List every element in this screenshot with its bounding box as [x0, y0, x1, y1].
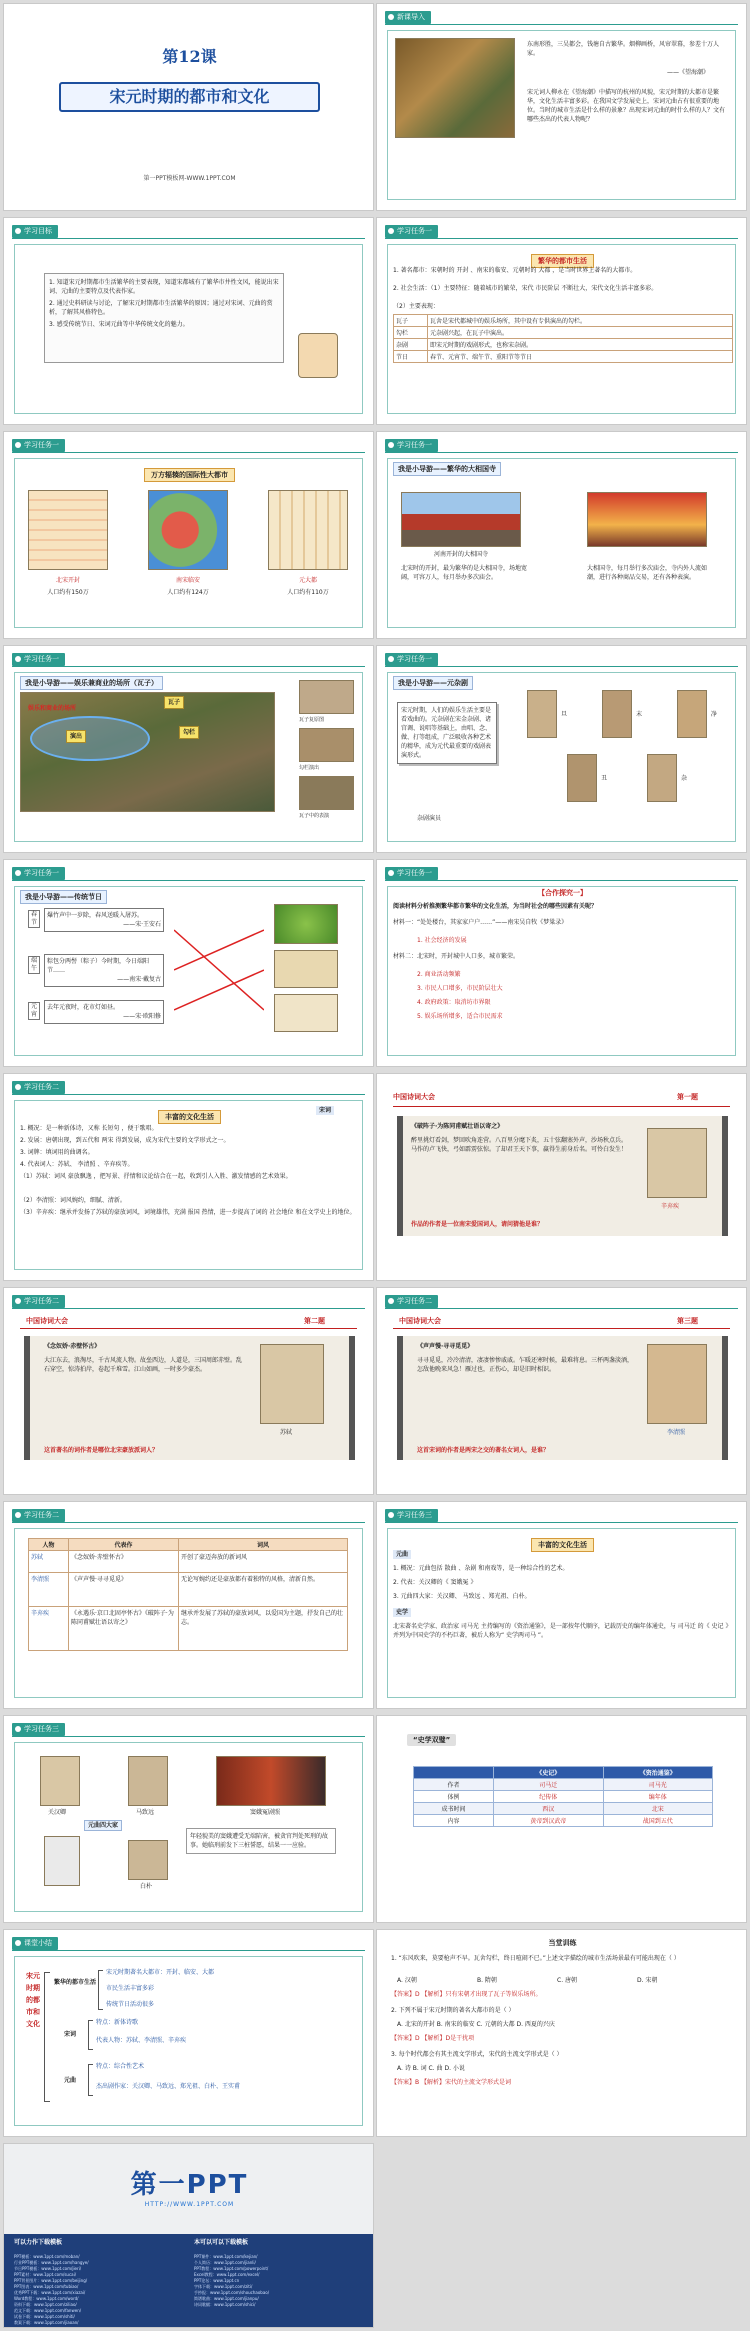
table-row: 作者 司马迁 司马光 [414, 1779, 713, 1791]
slide-19 [3, 1929, 374, 2137]
thumb-caption: 瓦子复原图 [299, 717, 325, 723]
answer-2: 2. 商业活动频繁 [417, 971, 461, 978]
footer-link[interactable]: 简谱歌曲：www.1ppt.com/jianpu/ [194, 2296, 259, 2301]
answer-1: 1. 社会经济的发展 [417, 937, 467, 944]
slide-title: 宋元时期的都市和文化 [109, 87, 270, 106]
caption: 关汉卿 [48, 1809, 67, 1816]
content-line: 2. 发展：唐朝出现，到五代和 两宋 得到发展，成为宋代主要的文学形式之一。 [20, 1137, 230, 1144]
label-goulan: 勾栏 [179, 726, 199, 739]
photo-caption: 河南开封的大相国寺 [433, 551, 488, 558]
content-line: 1. 概况：是一种新体诗，又称 长短句 ，便于歌唱。 [20, 1125, 158, 1132]
thumb-caption: 勾栏演出 [299, 765, 320, 771]
question-1: 1. “东风吹来，莫要枪声不早。瓦舍勾栏，终日喧闹不已。”上述文字描绘的城市生活场景最有可能出现在（ ） [391, 1955, 680, 1962]
highlight-oval [30, 716, 150, 761]
goal-item: 1. 知道宋元时期都市生活繁华的主要表现，知道宋都城有了繁华市井性文风，能说出宋词、元曲的主要特点及代表作家。 [49, 279, 279, 295]
footer-title-left: 可以力作下载模板 [14, 2239, 63, 2246]
temple-photo [401, 492, 521, 547]
actor-figure [677, 690, 707, 738]
footer-links-right [194, 2254, 364, 2308]
footer-link[interactable]: 范文下载：www.1ppt.com/fanwen/ [14, 2308, 82, 2313]
role-label: 丑 [601, 775, 608, 782]
option: B. 隋朝 [477, 1977, 497, 1984]
exercise-title: 当堂训练 [548, 1939, 577, 1947]
footer-link[interactable]: 手抄报：www.1ppt.com/shouchaobao/ [194, 2290, 270, 2295]
actor-figure [527, 690, 557, 738]
content-line: 2. 代表：关汉卿的《 窦娥冤 》 [393, 1579, 477, 1586]
role-label: 末 [636, 711, 643, 718]
tag-yuanqu: 元曲 [393, 1550, 411, 1559]
zaju-caption: 杂剧演员 [417, 815, 442, 822]
topic-tag: 宋词 [316, 1106, 334, 1115]
table-row: 内容 黄帝到汉武帝 战国到五代 [414, 1815, 713, 1827]
festival-tag: 元宵 [28, 1002, 40, 1020]
section-header: 学习任务一 [385, 439, 438, 452]
drama-photo [216, 1756, 326, 1806]
content-line: （1）苏轼：词风 豪放飘逸 ，把写景、抒情和议论结合在一起，收到引人入胜、激发情感的艺术效果。 [20, 1173, 292, 1180]
branch-3-item: 杰出剧作家：关汉卿、马致远、郑光祖、白朴、王实甫 [96, 2083, 241, 2090]
footer-link[interactable]: PPT模板：www.1ppt.com/moban/ [14, 2254, 80, 2259]
footer-link[interactable]: Word教程：www.1ppt.com/word/ [14, 2296, 79, 2301]
thumb-2 [299, 728, 354, 762]
footer-link[interactable]: 优秀PPT下载：www.1ppt.com/xiazai/ [14, 2290, 86, 2295]
slide-8 [376, 645, 747, 853]
portrait-ma [128, 1756, 168, 1806]
question-2: 2. 下列不属于宋元时期的著名大都市的是（ ） [391, 2007, 515, 2014]
brace [44, 1972, 50, 2102]
tag-shixue: 史学 [393, 1608, 411, 1617]
slide-9 [3, 859, 374, 1067]
brace [88, 2064, 93, 2096]
brace [98, 1970, 103, 2010]
portrait-bai [128, 1840, 168, 1880]
section-header: 学习任务三 [385, 1509, 438, 1522]
painting-image [395, 38, 515, 138]
label-four-masters: 元曲四大家 [84, 1820, 122, 1831]
left-text: 北宋时的开封，最为繁华的是大相国寺，场地宽阔，可容万人，每月举办多次庙会。 [401, 565, 528, 581]
section-header: 学习任务一 [12, 653, 65, 666]
table-title: “史学双璧” [407, 1734, 456, 1746]
table-row: 瓦子 瓦舍是宋代都城中的娱乐场所，其中设有专供演出的勾栏。 [394, 315, 733, 327]
footer-title-right: 本可以可以下载模板 [194, 2239, 249, 2246]
branch-1-item: 市民生活丰富多彩 [106, 1985, 155, 1992]
map-kaifeng [28, 490, 108, 570]
content-line: 北宋著名史学家、政治家 司马光 主持编写的《资治通鉴》，是一部按年代顺序，记载历史的编年体通史，与 司马迁 的《 史记 》并列为中国史学的不朽巨著，被后人称为“ 史学两司马 ”。 [393, 1623, 732, 1639]
footer-link[interactable]: Excel教程：www.1ppt.com/excel/ [194, 2272, 260, 2277]
festival-poem: 粽包分两髻（粽子）今时期，今日端阳节…… ——南宋·戴复古 [44, 954, 164, 987]
content-line: 1. 著名都市：宋朝时的 开封 、南宋的临安、元朝时的 大都 ，是当时世界上著名的大都市。 [393, 267, 637, 274]
label-performance: 演出 [66, 730, 86, 743]
label-venue: 娱乐和商业的场所 [28, 705, 77, 712]
city-population: 人口约有110万 [287, 589, 329, 596]
table-row: 体例 纪传体 编年体 [414, 1791, 713, 1803]
answer-3: 【答案】B 【解析】宋代的主流文学形式是词 [391, 2079, 512, 2086]
content-line: 2. 社会生活：（1）主要特征：随着城市的繁荣，宋代 市民阶层 不断壮大，宋代文化生活丰富多彩。 [393, 285, 658, 292]
content-line: （2）主要表现： [393, 303, 439, 310]
slide-5 [3, 431, 374, 639]
goals-box [44, 273, 284, 363]
section-header: 学习任务一 [12, 867, 65, 880]
actor-figure [647, 754, 677, 802]
section-header: 新课导入 [385, 11, 431, 24]
table-header: 人物 代表作 词风 [29, 1539, 348, 1551]
material-2: 材料二：北宋时，开封城中人口多，城市繁荣。 [393, 953, 520, 960]
goal-item: 2. 通过史料研读与讨论，了解宋元时期都市生活繁华的原因；通过对宋词、元曲的赏析，了解其风格特色。 [49, 300, 273, 316]
festival-tag: 春节 [28, 910, 40, 928]
topic-title: 丰富的文化生活 [531, 1538, 594, 1552]
city-name: 南宋临安 [175, 577, 200, 584]
story-text: 年轻貌美的窦娥遭受无端陷害，被贪官判处死刑的故事。她临刑前发下三桩誓愿，结果一一应验。 [186, 1828, 336, 1854]
slide-20 [376, 1929, 747, 2137]
brand-logo: 第一PPT [130, 2170, 249, 2200]
footer-link[interactable]: 教案下载：www.1ppt.com/jiaoan/ [14, 2320, 79, 2325]
content-line: 4. 代表词人：苏轼、 李清照 、辛弃疾等。 [20, 1161, 134, 1168]
footer-links-left [14, 2254, 184, 2326]
quiz-header: 中国诗词大会 [393, 1093, 435, 1101]
portrait [647, 1128, 707, 1198]
map-dadu [268, 490, 348, 570]
branch-2-item: 特点：新体诗歌 [96, 2019, 139, 2026]
quiz-question: 作品的作者是一位南宋爱国词人，请问猜他是谁？ [411, 1221, 544, 1228]
question: 阅读材料分析推测繁华都市繁华的文化生活，为当时社会的哪些因素有关呢？ [393, 903, 598, 910]
brace [88, 2020, 93, 2050]
goal-item: 3. 感受传统节日、宋词元曲等中华传统文化的魅力。 [49, 321, 189, 328]
table-row: 辛弃疾 《永遇乐·京口北固亭怀古》《破阵子·为陈同甫赋壮语以寄之》 继承并发展了苏轼的豪放词风，以爱国为主题，抒发自己的壮志。 [29, 1607, 348, 1651]
content-line: （3）辛弃疾：继承并发扬了苏轼的豪放词风，词境雄伟，充满 报国 热情，进一步提高了词的 社会地位 和在文学史上的地位。 [20, 1209, 356, 1216]
answer-1: 【答案】D 【解析】只有宋朝才出现了瓦子等娱乐场所。 [391, 1991, 542, 1998]
topic-title: 【合作探究一】 [538, 889, 587, 897]
answer-5: 5. 娱乐场所增多，适合市民需求 [417, 1013, 503, 1020]
slide-18 [376, 1715, 747, 1923]
slide-13 [3, 1287, 374, 1495]
students-illustration [298, 333, 338, 378]
quiz-question: 这首宋词的作者是两宋之交的著名女词人，是谁？ [417, 1447, 550, 1454]
quiz-number: 第三题 [677, 1317, 698, 1325]
options-2: A. 北宋的开封 B. 南宋的临安 C. 元朝的大都 D. 西夏的兴庆 [397, 2021, 555, 2028]
slide-1 [3, 3, 374, 211]
section-header: 学习任务一 [385, 225, 438, 238]
branch-1-item: 传统节日活动很多 [106, 2001, 155, 2008]
quiz-number: 第一题 [677, 1093, 698, 1101]
title-banner [59, 82, 320, 112]
poem-title: 《念奴娇·赤壁怀古》 [44, 1343, 101, 1350]
fair-photo [587, 492, 707, 547]
portrait [647, 1344, 707, 1424]
section-header: 学习任务二 [12, 1295, 65, 1308]
right-text: 大相国寺，每月举行多次庙会，寺内外人流如潮，进行各种商品交易，还有各种表演。 [587, 565, 708, 581]
footer-link[interactable]: PPT教程：www.1ppt.com/powerpoint/ [194, 2266, 269, 2271]
section-header: 学习任务二 [385, 1295, 438, 1308]
thumb-caption: 瓦子中的表演 [299, 813, 330, 819]
quiz-question: 这首著名的词作者是哪位北宋豪放派词人？ [44, 1447, 159, 1454]
footer-link[interactable]: 诗词歌赋：www.1ppt.com/shici/ [194, 2302, 256, 2307]
thumb-3 [299, 776, 354, 810]
footer-link[interactable]: PPT论坛：www.1ppt.cn [194, 2278, 240, 2283]
slide-7 [3, 645, 374, 853]
slide-2 [376, 3, 747, 211]
portrait-guan [40, 1756, 80, 1806]
poem-title: 《声声慢·寻寻觅觅》 [417, 1343, 474, 1350]
slide-12 [376, 1073, 747, 1281]
footer-link[interactable]: 个人简历：www.1ppt.com/jianli/ [194, 2260, 256, 2265]
caption: 马致远 [136, 1809, 155, 1816]
role-label: 杂 [681, 775, 688, 782]
section-header: 学习任务一 [385, 867, 438, 880]
section-header: 学习任务二 [12, 1081, 65, 1094]
portrait-figure [44, 1836, 80, 1886]
table-header: 《史记》 《资治通鉴》 [414, 1767, 713, 1779]
option: A. 汉朝 [397, 1977, 417, 1984]
quiz-line [20, 1328, 357, 1329]
branch-2: 宋词 [64, 2031, 77, 2038]
table-row: 杂剧 即宋元时期的戏剧形式，也称宋杂剧。 [394, 339, 733, 351]
portrait-name: 辛弃疾 [661, 1203, 680, 1210]
poem-text: 东南形胜，三吴都会，钱塘自古繁华。烟柳画桥，风帘翠幕，参差十万人家。 [527, 41, 720, 57]
poem-source: ——《望海潮》 [667, 69, 710, 76]
firecracker-image [274, 994, 338, 1032]
option: D. 宋朝 [637, 1977, 658, 1984]
table-row: 成书时间 西汉 北宋 [414, 1803, 713, 1815]
portrait [260, 1344, 324, 1424]
empty-cell [376, 2143, 747, 2328]
slide-3 [3, 217, 374, 425]
question-3: 3. 每个时代都会有其主流文学形式，宋代的主流文学形式是（ ） [391, 2051, 563, 2058]
quiz-number: 第二题 [304, 1317, 325, 1325]
topic-title: 我是小导游——传统节日 [20, 890, 107, 904]
footer-link[interactable]: PPT素材：www.1ppt.com/sucai/ [14, 2272, 77, 2277]
slide-17 [3, 1715, 374, 1923]
history-table [413, 1766, 713, 1827]
portrait-name: 苏轼 [280, 1429, 293, 1436]
life-table [393, 314, 733, 363]
brand-url: HTTP://WWW.1PPT.COM [144, 2201, 235, 2208]
footer-link[interactable]: 节日PPT模板：www.1ppt.com/jieri/ [14, 2266, 82, 2271]
caption: 窦娥冤剧照 [250, 1809, 281, 1816]
section-header: 学习任务三 [12, 1723, 65, 1736]
slide-21 [3, 2143, 374, 2328]
festival-tag: 端午 [28, 956, 40, 974]
section-header: 课堂小结 [12, 1937, 58, 1950]
content-line: 3. 元曲四大家：关汉卿、 马致远 、郑光祖、白朴。 [393, 1593, 531, 1600]
section-header: 学习任务一 [385, 653, 438, 666]
quiz-header: 中国诗词大会 [399, 1317, 441, 1325]
zaju-text: 宋元时期，人们的娱乐生活主要是看戏曲的。元杂剧在宋金杂剧、诸宫调、说唱等基础上，由唱、念、做、打等组成，广泛吸收各种艺术的精华，成为元代最重要的戏剧表演形式。 [397, 702, 497, 764]
branch-3: 元曲 [64, 2077, 77, 2084]
label-wazi: 瓦子 [164, 696, 184, 709]
role-label: 净 [711, 711, 718, 718]
festival-poem: 爆竹声中一岁除，春风送暖入屠苏。 ——宋·王安石 [44, 908, 164, 932]
quiz-line [393, 1106, 730, 1107]
summary-vertical-title: 宋元时期的都市和文化 [26, 1972, 40, 2028]
answer-3: 3. 市民人口增多，市民阶层壮大 [417, 985, 503, 992]
slide-6 [376, 431, 747, 639]
slide-15 [3, 1501, 374, 1709]
answer-2: 【答案】D 【解析】D是干扰项 [391, 2035, 475, 2042]
table-row: 勾栏 元杂剧兴起，在瓦子中演出。 [394, 327, 733, 339]
table-row: 节日 春节、元宵节、端午节、重阳节等节日 [394, 351, 733, 363]
branch-3-item: 特点：综合性艺术 [96, 2063, 145, 2070]
intro-text: 宋元词人柳永在《望海潮》中描写的杭州的风貌，宋元时期的大都市是繁华，文化生活丰富多彩。在我国文学发展史上，宋词元曲占有很重要的地位。当时的城市生活是什么样的景象？出现宋词元曲的时什么样的人？文有哪些杰出的代表人物呢？ [527, 89, 726, 123]
topic-title: 丰富的文化生活 [158, 1110, 221, 1124]
branch-1: 繁华的都市生活 [54, 1979, 97, 1986]
footer-link[interactable]: PPT背景图片：www.1ppt.com/beijing/ [14, 2278, 88, 2283]
content-line: （2）李清照：词风婉约，细腻、清新。 [20, 1197, 126, 1204]
answer-4: 4. 政府政策：取消坊市界限 [417, 999, 491, 1006]
slide-11 [3, 1073, 374, 1281]
site-credit: 第一PPT模板网-WWW.1PPT.COM [143, 175, 236, 182]
table-row: 苏轼 《念奴娇·赤壁怀古》 开创了豪迈奔放的新词风 [29, 1551, 348, 1573]
slide-4 [376, 217, 747, 425]
city-population: 人口约有150万 [47, 589, 89, 596]
slide-16 [376, 1501, 747, 1709]
role-label: 旦 [561, 711, 568, 718]
material-1: 材料一：“处处楼台，其家家户户……”——南宋吴自牧《梦粱录》 [393, 919, 568, 926]
topic-title: 繁华的都市生活 [531, 254, 594, 268]
poets-table [28, 1538, 348, 1651]
matching-lines [174, 910, 264, 1030]
city-population: 人口约有124万 [167, 589, 209, 596]
section-header: 学习任务二 [12, 1509, 65, 1522]
city-name: 元大都 [298, 577, 317, 584]
poem-body: 大江东去，浪淘尽，千古风流人物。故垒西边，人道是，三国周郎赤壁。乱石穿空，惊涛拍岸，卷起千堆雪。江山如画，一时多少豪杰。 [44, 1357, 243, 1373]
festival-poem: 去年元夜时，花市灯如昼。 ——宋·欧阳修 [44, 1000, 164, 1024]
footer-link[interactable]: PPT课件：www.1ppt.com/kejian/ [194, 2254, 258, 2259]
content-line: 1. 概况：元曲包括 散曲 、杂剧 和南戏等，是一种综合性的艺术。 [393, 1565, 569, 1572]
section-header: 学习目标 [12, 225, 58, 238]
topic-title: 我是小导游——娱乐兼商业的场所（瓦子） [20, 676, 163, 690]
lantern-image [274, 950, 338, 988]
footer-link[interactable]: 试卷下载：www.1ppt.com/shiti/ [14, 2314, 75, 2319]
caption: 白朴 [140, 1883, 153, 1890]
footer-link[interactable]: 字体下载：www.1ppt.com/ziti/ [194, 2284, 253, 2289]
branch-2-item: 代表人物：苏轼、李清照、辛弃疾 [96, 2037, 187, 2044]
zongzi-image [274, 904, 338, 944]
topic-title: 我是小导游——元杂剧 [393, 676, 473, 690]
poem-body: 醉里挑灯看剑，梦回吹角连营。八百里分麾下炙，五十弦翻塞外声，沙场秋点兵。马作的卢飞快，弓如霹雳弦惊。了却君王天下事，赢得生前身后名。可怜白发生！ [411, 1137, 628, 1153]
portrait-name: 李清照 [667, 1429, 686, 1436]
option: C. 唐朝 [557, 1977, 578, 1984]
map-linan [148, 490, 228, 570]
content-line: 3. 词牌：填词用的曲调名。 [20, 1149, 94, 1156]
topic-title: 我是小导游——繁华的大相国寺 [393, 462, 501, 476]
actor-figure [567, 754, 597, 802]
table-row: 李清照 《声声慢·寻寻觅觅》 无论写婉约还是豪放都有着独特的风格，清新自然。 [29, 1573, 348, 1607]
lesson-number: 第12课 [162, 47, 217, 66]
branch-1-item: 宋元时期著名大都市：开封、临安、大都 [106, 1969, 215, 1976]
thumb-1 [299, 680, 354, 714]
quiz-header: 中国诗词大会 [26, 1317, 68, 1325]
slide-14 [376, 1287, 747, 1495]
poem-body: 寻寻觅觅，冷冷清清，凄凄惨惨戚戚。乍暖还寒时候，最难将息。三杯两盏淡酒，怎敌他晚来风急！雁过也，正伤心，却是旧时相识。 [417, 1357, 634, 1373]
quiz-line [393, 1328, 730, 1329]
footer-link[interactable]: PPT图表：www.1ppt.com/tubiao/ [14, 2284, 79, 2289]
section-header: 学习任务一 [12, 439, 65, 452]
footer-link[interactable]: 资料下载：www.1ppt.com/ziliao/ [14, 2302, 77, 2307]
slide-10 [376, 859, 747, 1067]
actor-figure [602, 690, 632, 738]
city-name: 北宋开封 [55, 577, 80, 584]
footer-link[interactable]: 行业PPT模板：www.1ppt.com/hangye/ [14, 2260, 89, 2265]
poem-title: 《破阵子·为陈同甫赋壮语以寄之》 [411, 1123, 504, 1130]
options-3: A. 诗 B. 词 C. 曲 D. 小说 [397, 2065, 465, 2072]
topic-title: 万方辐辏的国际性大都市 [144, 468, 235, 482]
